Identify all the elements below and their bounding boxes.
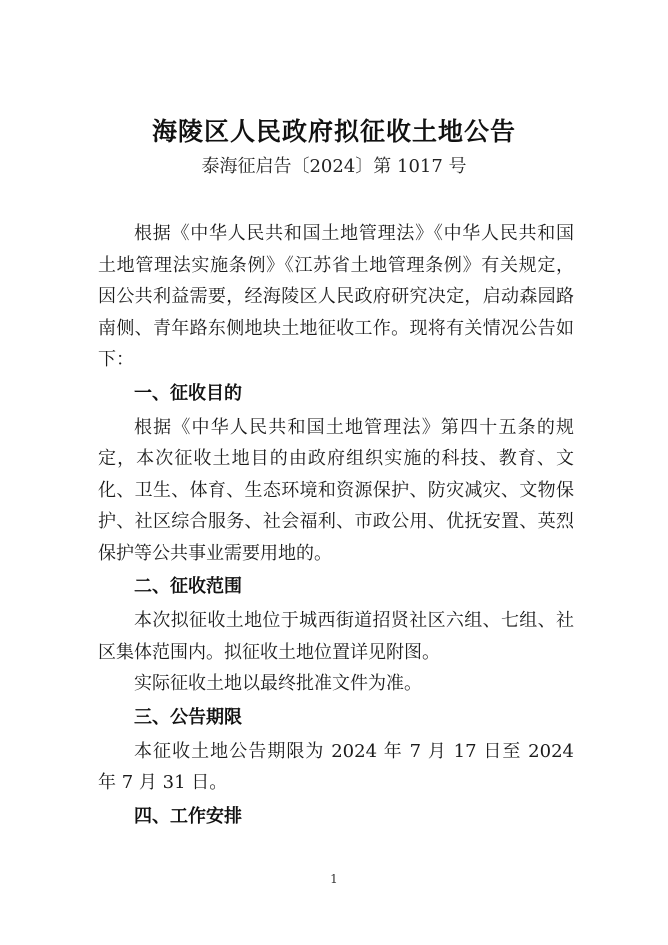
section-scope <box>98 569 574 700</box>
section-arrangement <box>98 799 574 835</box>
section-purpose <box>98 376 574 570</box>
section-heading: 三、公告期限 <box>134 706 242 728</box>
section-heading: 二、征收范围 <box>134 576 242 597</box>
section-paragraph: 本征收土地公告期限为 2024 年 7 月 17 日至 2024 年 7 月 31 日。 <box>98 740 574 793</box>
section-heading: 一、征收目的 <box>134 382 242 404</box>
section-paragraph: 本次拟征收土地位于城西街道招贤社区六组、七组、社区集体范围内。拟征收土地位置详见附图。 <box>98 610 574 663</box>
intro-paragraph: 根据《中华人民共和国土地管理法》《中华人民共和国土地管理法实施条例》《江苏省土地管理条例》有关规定，因公共利益需要，经海陵区人民政府研究决定，启动森园路南侧、青年路东侧地块土地征收工作。现将有关情况公告如下： <box>98 223 574 370</box>
document-title: 海陵区人民政府拟征收土地公告 <box>151 117 516 146</box>
section-period <box>98 700 574 799</box>
section-paragraph: 根据《中华人民共和国土地管理法》第四十五条的规定，本次征收土地目的由政府组织实施的科技、教育、文化、卫生、体育、生态环境和资源保护、防灾减灾、文物保护、社区综合服务、社会福利、市政公用、优抚安置、英烈保护等公共事业需要用地的。 <box>98 416 574 564</box>
document-body <box>98 218 574 835</box>
section-heading: 四、工作安排 <box>134 805 242 827</box>
page-number: 1 <box>330 872 338 886</box>
document-number: 泰海征启告〔2024〕第 1017 号 <box>201 156 467 177</box>
section-paragraph: 实际征收土地以最终批准文件为准。 <box>134 673 422 694</box>
